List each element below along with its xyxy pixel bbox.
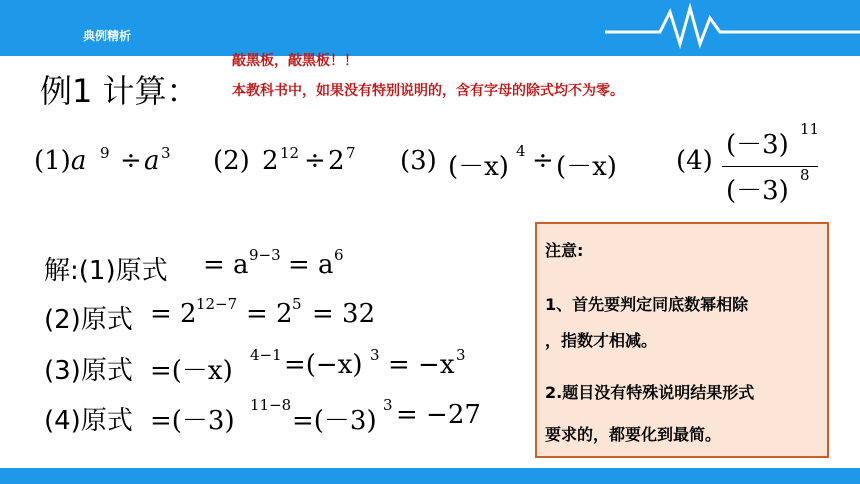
operator: ÷ [304, 146, 326, 176]
denominator: (－3) [726, 176, 789, 206]
solution-3-step: =(－x) [150, 356, 233, 386]
exponent: 3 [161, 144, 171, 162]
solution-3-step: =(−x) [284, 350, 363, 380]
exponent: 7 [346, 144, 356, 162]
problem-2-number: (2) [213, 146, 250, 176]
operator: ÷ [120, 146, 142, 176]
exponent: 9 [100, 144, 110, 162]
notice-item-2: 2.题目没有特殊说明结果形式 [545, 383, 755, 402]
reminder-rule: 本教科书中，如果没有特别说明的，含有字母的除式均不为零。 [232, 83, 624, 99]
notice-box [535, 222, 829, 458]
solution-1-step: = a [203, 250, 249, 280]
solution-2-result: = 32 [312, 299, 376, 329]
notice-item-1: 1、首先要判定同底数幂相除 [545, 295, 749, 314]
header-bar [0, 0, 860, 56]
exponent: 3 [370, 346, 380, 364]
base: (－x) [556, 152, 617, 182]
heartbeat-icon [605, 0, 860, 56]
solution-3-result: = −x [388, 350, 455, 380]
problem-4-number: (4) [676, 146, 713, 176]
solution-4-step: =(－3) [292, 406, 377, 436]
exponent: 9−3 [249, 246, 281, 264]
exponent: 6 [334, 246, 344, 264]
footer-bar [0, 468, 860, 484]
operator: ÷ [532, 146, 554, 176]
base: (－x) [448, 152, 509, 182]
example-label: 例1 计算： [40, 72, 199, 110]
problem-1 [34, 146, 103, 176]
section-title: 典例精析 [83, 29, 132, 43]
base: a [144, 146, 160, 176]
exponent: 8 [800, 166, 810, 184]
solution-3-lead: (3)原式 [44, 356, 133, 386]
solution-4-result: = −27 [396, 400, 481, 430]
solution-2-lead: (2)原式 [44, 305, 133, 335]
numerator: (－3) [726, 130, 789, 160]
problem-3-number: (3) [400, 146, 437, 176]
exponent: 4 [516, 142, 526, 160]
solution-1-lead: 解:(1)原式 [44, 256, 168, 286]
base: a [70, 146, 87, 176]
solution-4-lead: (4)原式 [44, 406, 133, 436]
exponent: 4−1 [250, 346, 282, 364]
solution-2-step: = 2 [150, 299, 197, 329]
solution-1-result: = a [288, 250, 334, 280]
exponent: 5 [292, 295, 302, 313]
reminder-note: 敲黑板，敲黑板！！ [232, 53, 358, 69]
base: 2 [328, 146, 345, 176]
notice-item-1-cont: ，指数才相减。 [545, 331, 658, 350]
exponent: 12−7 [196, 295, 238, 313]
notice-item-2-cont: 要求的，都要化到最简。 [545, 425, 722, 444]
notice-title: 注意: [545, 241, 584, 260]
exponent: 3 [383, 396, 393, 414]
solution-4-step: =(－3) [150, 406, 235, 436]
exponent: 11 [800, 120, 820, 138]
base: 2 [262, 146, 279, 176]
solution-2-step: = 2 [246, 299, 293, 329]
problem-number: (1) [34, 146, 71, 176]
exponent: 12 [280, 144, 300, 162]
exponent: 11−8 [250, 396, 292, 414]
exponent: 3 [456, 346, 466, 364]
